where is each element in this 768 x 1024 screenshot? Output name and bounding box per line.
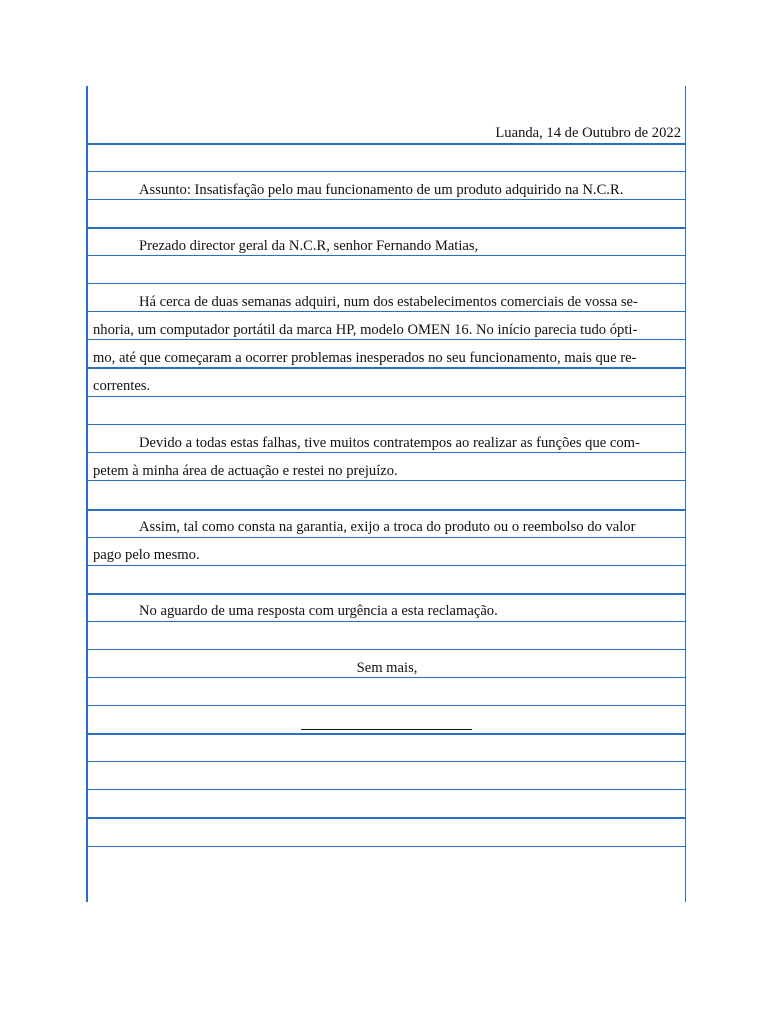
ruled-line [86, 565, 686, 566]
ruled-line [86, 424, 686, 425]
letter-closing: Sem mais, [356, 660, 418, 676]
signature-line [301, 729, 472, 730]
ruled-line [86, 846, 686, 847]
paragraph-3-line: pago pelo mesmo. [93, 547, 200, 563]
ruled-line [86, 227, 686, 229]
ruled-line [86, 649, 686, 650]
paragraph-2-line: Devido a todas estas falhas, tive muitos contratempos ao realizar as funções que com- [139, 435, 640, 451]
paragraph-1-line: Há cerca de duas semanas adquiri, num dos estabelecimentos comerciais de vossa se- [139, 294, 638, 310]
paragraph-1-line: nhoria, um computador portátil da marca HP, modelo OMEN 16. No início parecia tudo ópti- [93, 322, 638, 338]
paragraph-3-line: Assim, tal como consta na garantia, exijo a troca do produto ou o reembolso do valor [139, 519, 636, 535]
paragraph-1-line: mo, até que começaram a ocorrer problemas inesperados no seu funcionamento, mais que re- [93, 350, 637, 366]
letter-subject: Assunto: Insatisfação pelo mau funcionamento de um produto adquirido na N.C.R. [139, 182, 624, 198]
ruled-line [86, 593, 686, 595]
letter-salutation: Prezado director geral da N.C.R, senhor Fernando Matias, [139, 238, 479, 254]
ruled-line [86, 761, 686, 762]
paragraph-4-line: No aguardo de uma resposta com urgência a esta reclamação. [139, 603, 498, 619]
ruled-line [86, 817, 686, 819]
ruled-line [86, 705, 686, 706]
ruled-line [86, 537, 686, 538]
ruled-line [86, 396, 686, 397]
ruled-line [86, 171, 686, 172]
ruled-line [86, 789, 686, 790]
paragraph-1-line: correntes. [93, 378, 151, 394]
ruled-line [86, 509, 686, 511]
ruled-line [86, 143, 686, 145]
lined-paper-frame [86, 86, 686, 902]
ruled-line [86, 621, 686, 622]
ruled-line [86, 733, 686, 735]
ruled-line [86, 283, 686, 284]
paragraph-2-line: petem à minha área de actuação e restei no prejuízo. [93, 463, 398, 479]
letter-date: Luanda, 14 de Outubro de 2022 [495, 125, 681, 141]
